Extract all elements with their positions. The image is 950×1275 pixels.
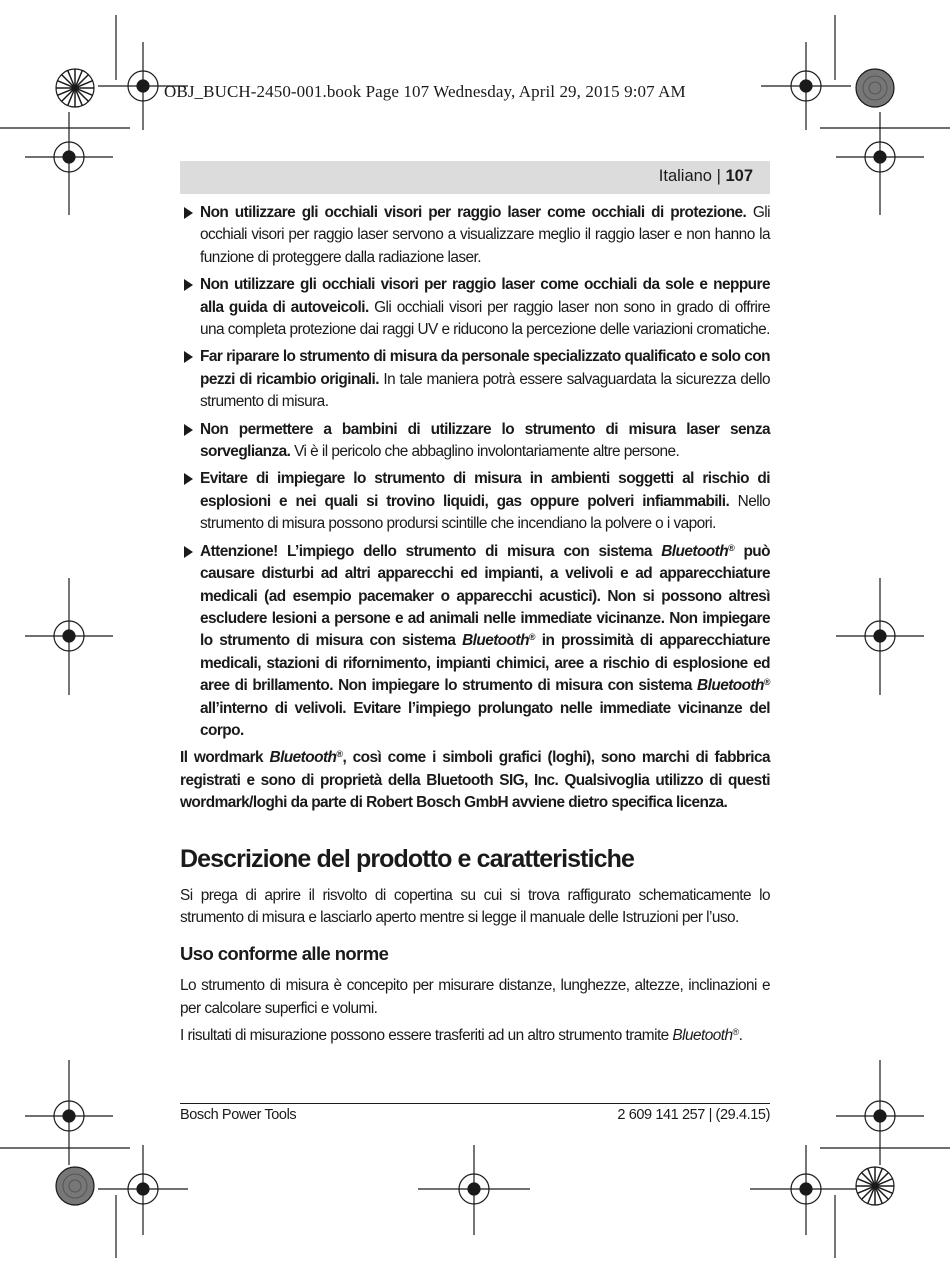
page-header (180, 161, 770, 194)
bullet-triangle-icon (184, 279, 193, 291)
grey-target-bottom-left-icon (56, 1167, 94, 1205)
note-text: , così come i simboli grafici (loghi), sono marchi di fabbrica registrati e sono di proprietà della Bluetooth SIG, Inc. Qualsivoglia utilizzo di questi wordmark/loghi da parte di Robert Bosch GmbH avviene dietro specifica licenza. (180, 749, 771, 812)
footer-rule (180, 1103, 770, 1104)
print-slug-line: OBJ_BUCH-2450-001.book Page 107 Wednesday, April 29, 2015 9:07 AM (164, 82, 686, 101)
bluetooth-transfer-paragraph (180, 1025, 770, 1047)
registered-mark: ® (728, 542, 735, 553)
bluetooth-warning-bullet (180, 541, 770, 743)
footer-doc-number: 2 609 141 257 | (29.4.15) (617, 1107, 770, 1123)
bullet-text: Gli occhiali visori per raggio laser servono a visualizzare meglio il raggio laser e non hanno la funzione di proteggere dalla radiazione laser. (200, 204, 770, 266)
bluetooth-wordmark: Bluetooth (672, 1027, 733, 1045)
bluetooth-wordmark: Bluetooth (661, 542, 729, 560)
note-text: Il wordmark (180, 749, 270, 767)
bullet-bold-lead: Non utilizzare gli occhiali visori per raggio laser come occhiali di protezione. (200, 204, 747, 221)
bluetooth-wordmark: Bluetooth (462, 632, 529, 650)
safety-bullet (180, 419, 770, 464)
header-language: Italiano (658, 167, 712, 185)
registered-mark: ® (528, 632, 536, 643)
bluetooth-wordmark: Bluetooth (697, 677, 764, 695)
registered-mark: ® (732, 1027, 739, 1038)
warning-text: Attenzione! L’impiego dello strumento di misura con sistema (200, 542, 662, 560)
bullet-text: Vi è il pericolo che abbaglino involontariamente altre persone. (290, 443, 680, 461)
safety-bullet (180, 346, 770, 413)
bullet-bold-lead: Non utilizzare gli occhiali visori per raggio laser come occhiali da sole e neppure alla guida di autoveicoli. (200, 276, 770, 316)
bullet-bold-lead: Evitare di impiegare lo strumento di misura in ambienti soggetti al rischio di esplosioni e nei quali si trovino liquidi, gas oppure polveri infiammabili. (200, 470, 770, 510)
bullet-bold-lead: Non permettere a bambini di utilizzare lo strumento di misura laser senza sorveglianza. (200, 420, 770, 461)
bullet-triangle-icon (184, 473, 193, 485)
safety-bullet-list (180, 202, 770, 742)
crosshair-left-middle-icon (25, 578, 113, 695)
section-intro: Si prega di aprire il risvolto di copertina su cui si trova raffigurato schematicamente lo strumento di misura e lasciarlo aperto mentre si legge il manuale delle Istruzioni per l’uso. (180, 886, 770, 926)
warning-text: in prossimità di apparecchiature medicali, stazioni di rifornimento, impianti chimici, aree a rischio di esplosione ed aree di brillamento. Non impiegare lo strumento di misura con sistema (200, 632, 770, 695)
warning-text: può causare disturbi ad altri apparecchi ed impianti, a velivoli e ad apparecchiature medicali (ad esempio pacemaker o apparecchi acustici). Non si possono altresì escludere lesioni a persone e ad animali nelle immediate vicinanze. Non impiegare lo strumento di misura con sistema (200, 542, 771, 650)
bullet-triangle-icon (184, 351, 193, 363)
bullet-text: Gli occhiali visori per raggio laser non sono in grado di offrire una completa protezione dai raggi UV e riducono la percezione delle variazioni cromatiche. (200, 298, 771, 339)
header-separator: | (712, 167, 726, 185)
section-heading: Descrizione del prodotto e caratteristiche (180, 844, 634, 873)
header-text (659, 167, 753, 186)
warning-text: all’interno di velivoli. Evitare l’impiego prolungato nelle immediate vicinanze del corpo. (200, 699, 770, 739)
footer-brand: Bosch Power Tools (180, 1107, 297, 1123)
bullet-triangle-icon (184, 207, 193, 219)
crosshair-left-lower-icon (25, 1060, 113, 1165)
crosshair-right-lower-icon (836, 1060, 924, 1165)
crosshair-bottom-right-icon (750, 1145, 862, 1235)
crosshair-bottom-left-icon (98, 1145, 188, 1235)
crosshair-top-right-icon (761, 42, 851, 130)
bullet-triangle-icon (184, 546, 193, 558)
bluetooth-wordmark: Bluetooth (269, 749, 337, 767)
star-target-top-left-icon (56, 69, 94, 107)
bullet-bold-lead: Far riparare lo strumento di misura da personale specializzato qualificato e solo con pezzi di ricambio originali. (200, 348, 770, 388)
registered-mark: ® (763, 677, 770, 688)
star-target-bottom-right-icon (856, 1167, 894, 1205)
grey-target-top-right-icon (856, 69, 894, 107)
page-number: 107 (725, 167, 753, 185)
subsection-heading: Uso conforme alle norme (180, 943, 389, 965)
paragraph-text: I risultati di misurazione possono essere trasferiti ad un altro strumento tramite (180, 1027, 673, 1045)
paragraph-text: . (738, 1027, 743, 1045)
bullet-text: In tale maniera potrà essere salvaguardata la sicurezza dello strumento di misura. (200, 370, 770, 411)
bullet-text: Nello strumento di misura possono prodursi scintille che incendiano la polvere o i vapori. (200, 492, 770, 533)
safety-bullet (180, 274, 770, 341)
bullet-triangle-icon (184, 424, 193, 436)
safety-bullet (180, 202, 770, 269)
intended-use-paragraph: Lo strumento di misura è concepito per misurare distanze, lunghezze, altezze, inclinazioni e per calcolare superfici e volumi. (180, 977, 770, 1017)
crosshair-bottom-center-icon (418, 1145, 530, 1235)
wordmark-note (180, 747, 770, 814)
registered-mark: ® (336, 749, 343, 760)
page-content (180, 202, 770, 1053)
crosshair-right-middle-icon (836, 578, 924, 695)
safety-bullet (180, 468, 770, 535)
